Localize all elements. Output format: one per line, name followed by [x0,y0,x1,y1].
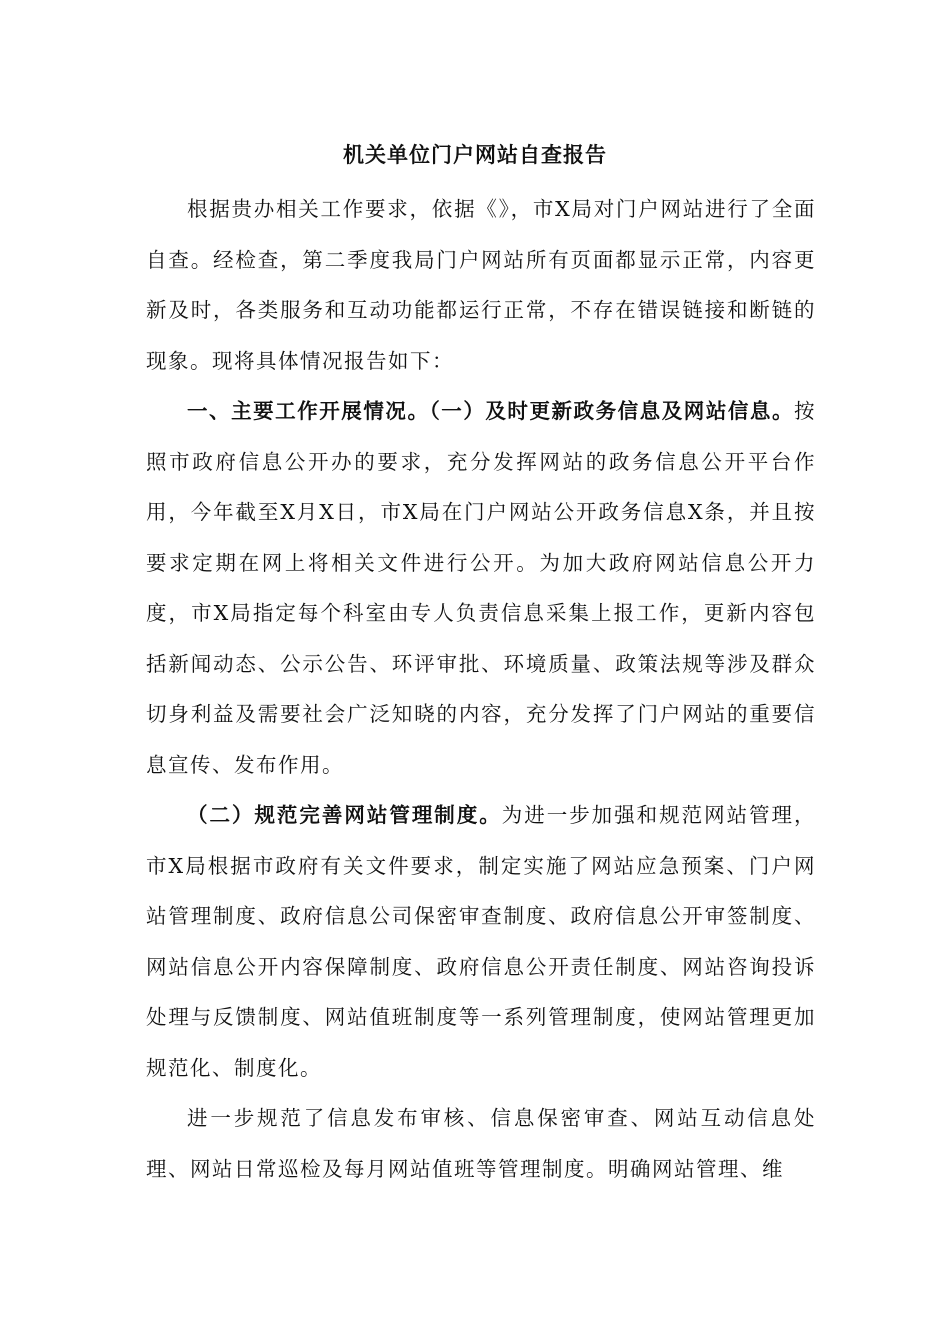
section-1-paragraph [146,386,816,790]
intro-text: 根据贵办相关工作要求，依据《》，市X局对门户网站进行了全面自查。经检查，第二季度我局门户网站所有页面都显示正常，内容更新及时，各类服务和互动功能都运行正常，不存在错误链接和断链的现象。现将具体情况报告如下： [146,197,816,373]
document-body [146,184,816,1194]
section-2-heading: （二）规范完善网站管理制度。 [187,803,502,827]
section-1-heading: 一、主要工作开展情况。（一）及时更新政务信息及网站信息。 [187,399,794,423]
document-title: 机关单位门户网站自查报告 [343,142,607,167]
section-3-paragraph [146,1093,816,1194]
section-3-body: 进一步规范了信息发布审核、信息保密审查、网站互动信息处理、网站日常巡检及每月网站值班等管理制度。明确网站管理、维 [146,1106,816,1181]
intro-paragraph [146,184,816,386]
section-2-body: 为进一步加强和规范网站管理，市X局根据市政府有关文件要求，制定实施了网站应急预案、门户网站管理制度、政府信息公司保密审查制度、政府信息公开审签制度、网站信息公开内容保障制度、政府信息公开责任制度、网站咨询投诉处理与反馈制度、网站值班制度等一系列管理制度，使网站管理更加规范化、制度化。 [146,803,817,1080]
section-2-paragraph [146,790,816,1093]
section-1-body: 按照市政府信息公开办的要求，充分发挥网站的政务信息公开平台作用，今年截至X月X日，市X局在门户网站公开政务信息X条，并且按要求定期在网上将相关文件进行公开。为加大政府网站信息公开力度，市X局指定每个科室由专人负责信息采集上报工作，更新内容包括新闻动态、公示公告、环评审批、环境质量、政策法规等涉及群众切身利益及需要社会广泛知晓的内容，充分发挥了门户网站的重要信息宣传、发布作用。 [146,399,816,777]
